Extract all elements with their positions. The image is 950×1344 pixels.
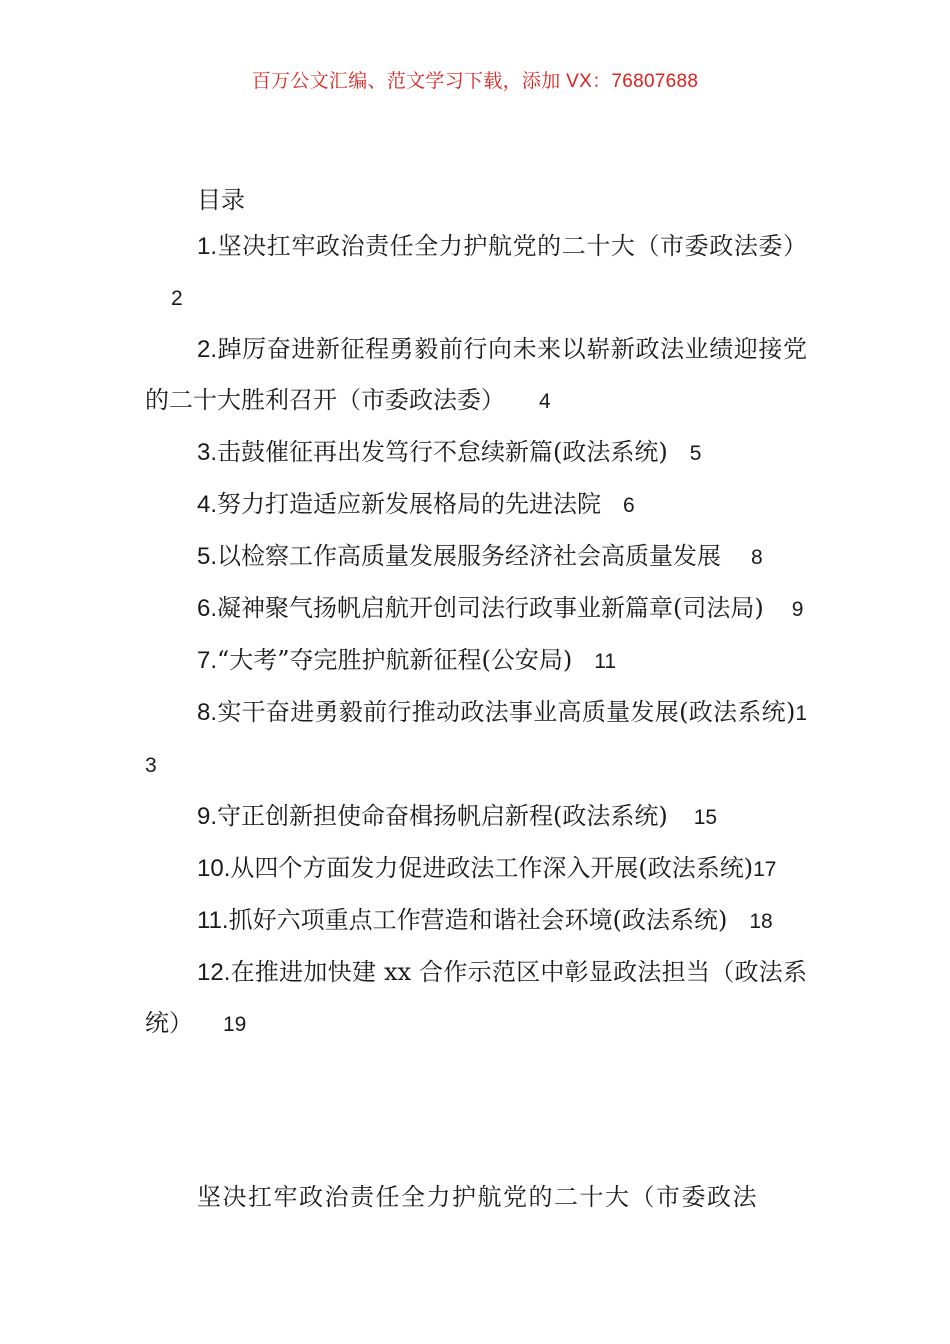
- toc-entry-number: 5.: [197, 543, 218, 570]
- toc-entry-number: 7.: [197, 647, 218, 674]
- toc-entry-text: 踔厉奋进新征程勇毅前行向未来以崭新政法业绩迎接党的二十大胜利召开（市委政法委）: [145, 335, 807, 414]
- header-banner: 百万公文汇编、范文学习下载，添加 VX：76807688: [251, 71, 699, 92]
- toc-entry-text: 击鼓催征再出发笃行不怠续新篇(政法系统): [217, 438, 668, 466]
- toc-entry-page: 4: [539, 390, 551, 413]
- toc-entry[interactable]: [145, 583, 807, 635]
- toc-entry[interactable]: [145, 531, 807, 583]
- toc-entry[interactable]: [145, 791, 807, 843]
- toc-entry-number: 12.: [197, 959, 231, 986]
- toc-entry-text: 在推进加快建 xx 合作示范区中彰显政法担当（政法系统）: [145, 958, 807, 1037]
- toc-entry-text: 实干奋进勇毅前行推动政法事业高质量发展(政法系统): [217, 698, 796, 726]
- toc-entry-page: 9: [791, 598, 804, 621]
- toc-entry-text: 抓好六项重点工作营造和谐社会环境(政法系统): [228, 906, 728, 934]
- toc-entry-page: 8: [751, 546, 763, 569]
- toc-entry-page: 18: [749, 910, 773, 933]
- toc-entry-number: 4.: [197, 491, 218, 518]
- toc-entry-page: 5: [689, 442, 702, 465]
- table-of-contents: [145, 180, 807, 1050]
- toc-entry[interactable]: [145, 687, 807, 791]
- toc-entry-text: 努力打造适应新发展格局的先进法院: [217, 490, 602, 518]
- toc-entry-page: 6: [623, 494, 635, 517]
- toc-entry-number: 11.: [197, 907, 229, 934]
- toc-entry-page: 15: [693, 806, 718, 829]
- toc-entry-number: 3.: [197, 439, 218, 466]
- toc-entry-page: 11: [594, 650, 617, 673]
- toc-entry-number: 6.: [197, 595, 218, 622]
- toc-entry-page: 19: [223, 1013, 247, 1036]
- toc-title: 目录: [197, 186, 245, 214]
- toc-entry-text: 凝神聚气扬帆启航开创司法行政事业新篇章(司法局): [217, 594, 764, 622]
- toc-entry[interactable]: [145, 324, 807, 427]
- toc-entry-number: 1.: [197, 233, 218, 260]
- toc-entry-page: 2: [171, 287, 183, 310]
- toc-entry-text: 从四个方面发力促进政法工作深入开展(政法系统): [230, 854, 754, 882]
- toc-entry[interactable]: [145, 479, 807, 531]
- toc-entry-text: “大考”夺完胜护航新征程(公安局): [217, 646, 573, 674]
- toc-entry[interactable]: [145, 895, 807, 947]
- toc-entry-text: 守正创新担使命奋楫扬帆启新程(政法系统): [217, 802, 668, 830]
- toc-entry[interactable]: [145, 221, 807, 324]
- toc-entry-text: 坚决扛牢政治责任全力护航党的二十大（市委政法委）: [217, 232, 807, 260]
- toc-entry-text: 以检察工作高质量发展服务经济社会高质量发展: [217, 542, 722, 570]
- toc-entry-page: 13: [145, 702, 807, 777]
- toc-entry-number: 9.: [197, 803, 218, 830]
- toc-entry-number: 10.: [197, 855, 231, 882]
- toc-entry[interactable]: [145, 947, 807, 1050]
- body-heading: 坚决扛牢政治责任全力护航党的二十大（市委政法: [197, 1183, 758, 1211]
- toc-entry-number: 8.: [197, 699, 218, 726]
- toc-entry[interactable]: [145, 427, 807, 479]
- toc-entry-page: 17: [753, 858, 777, 881]
- toc-entry[interactable]: [145, 635, 807, 687]
- toc-entry[interactable]: [145, 843, 807, 895]
- toc-entry-number: 2.: [197, 336, 218, 363]
